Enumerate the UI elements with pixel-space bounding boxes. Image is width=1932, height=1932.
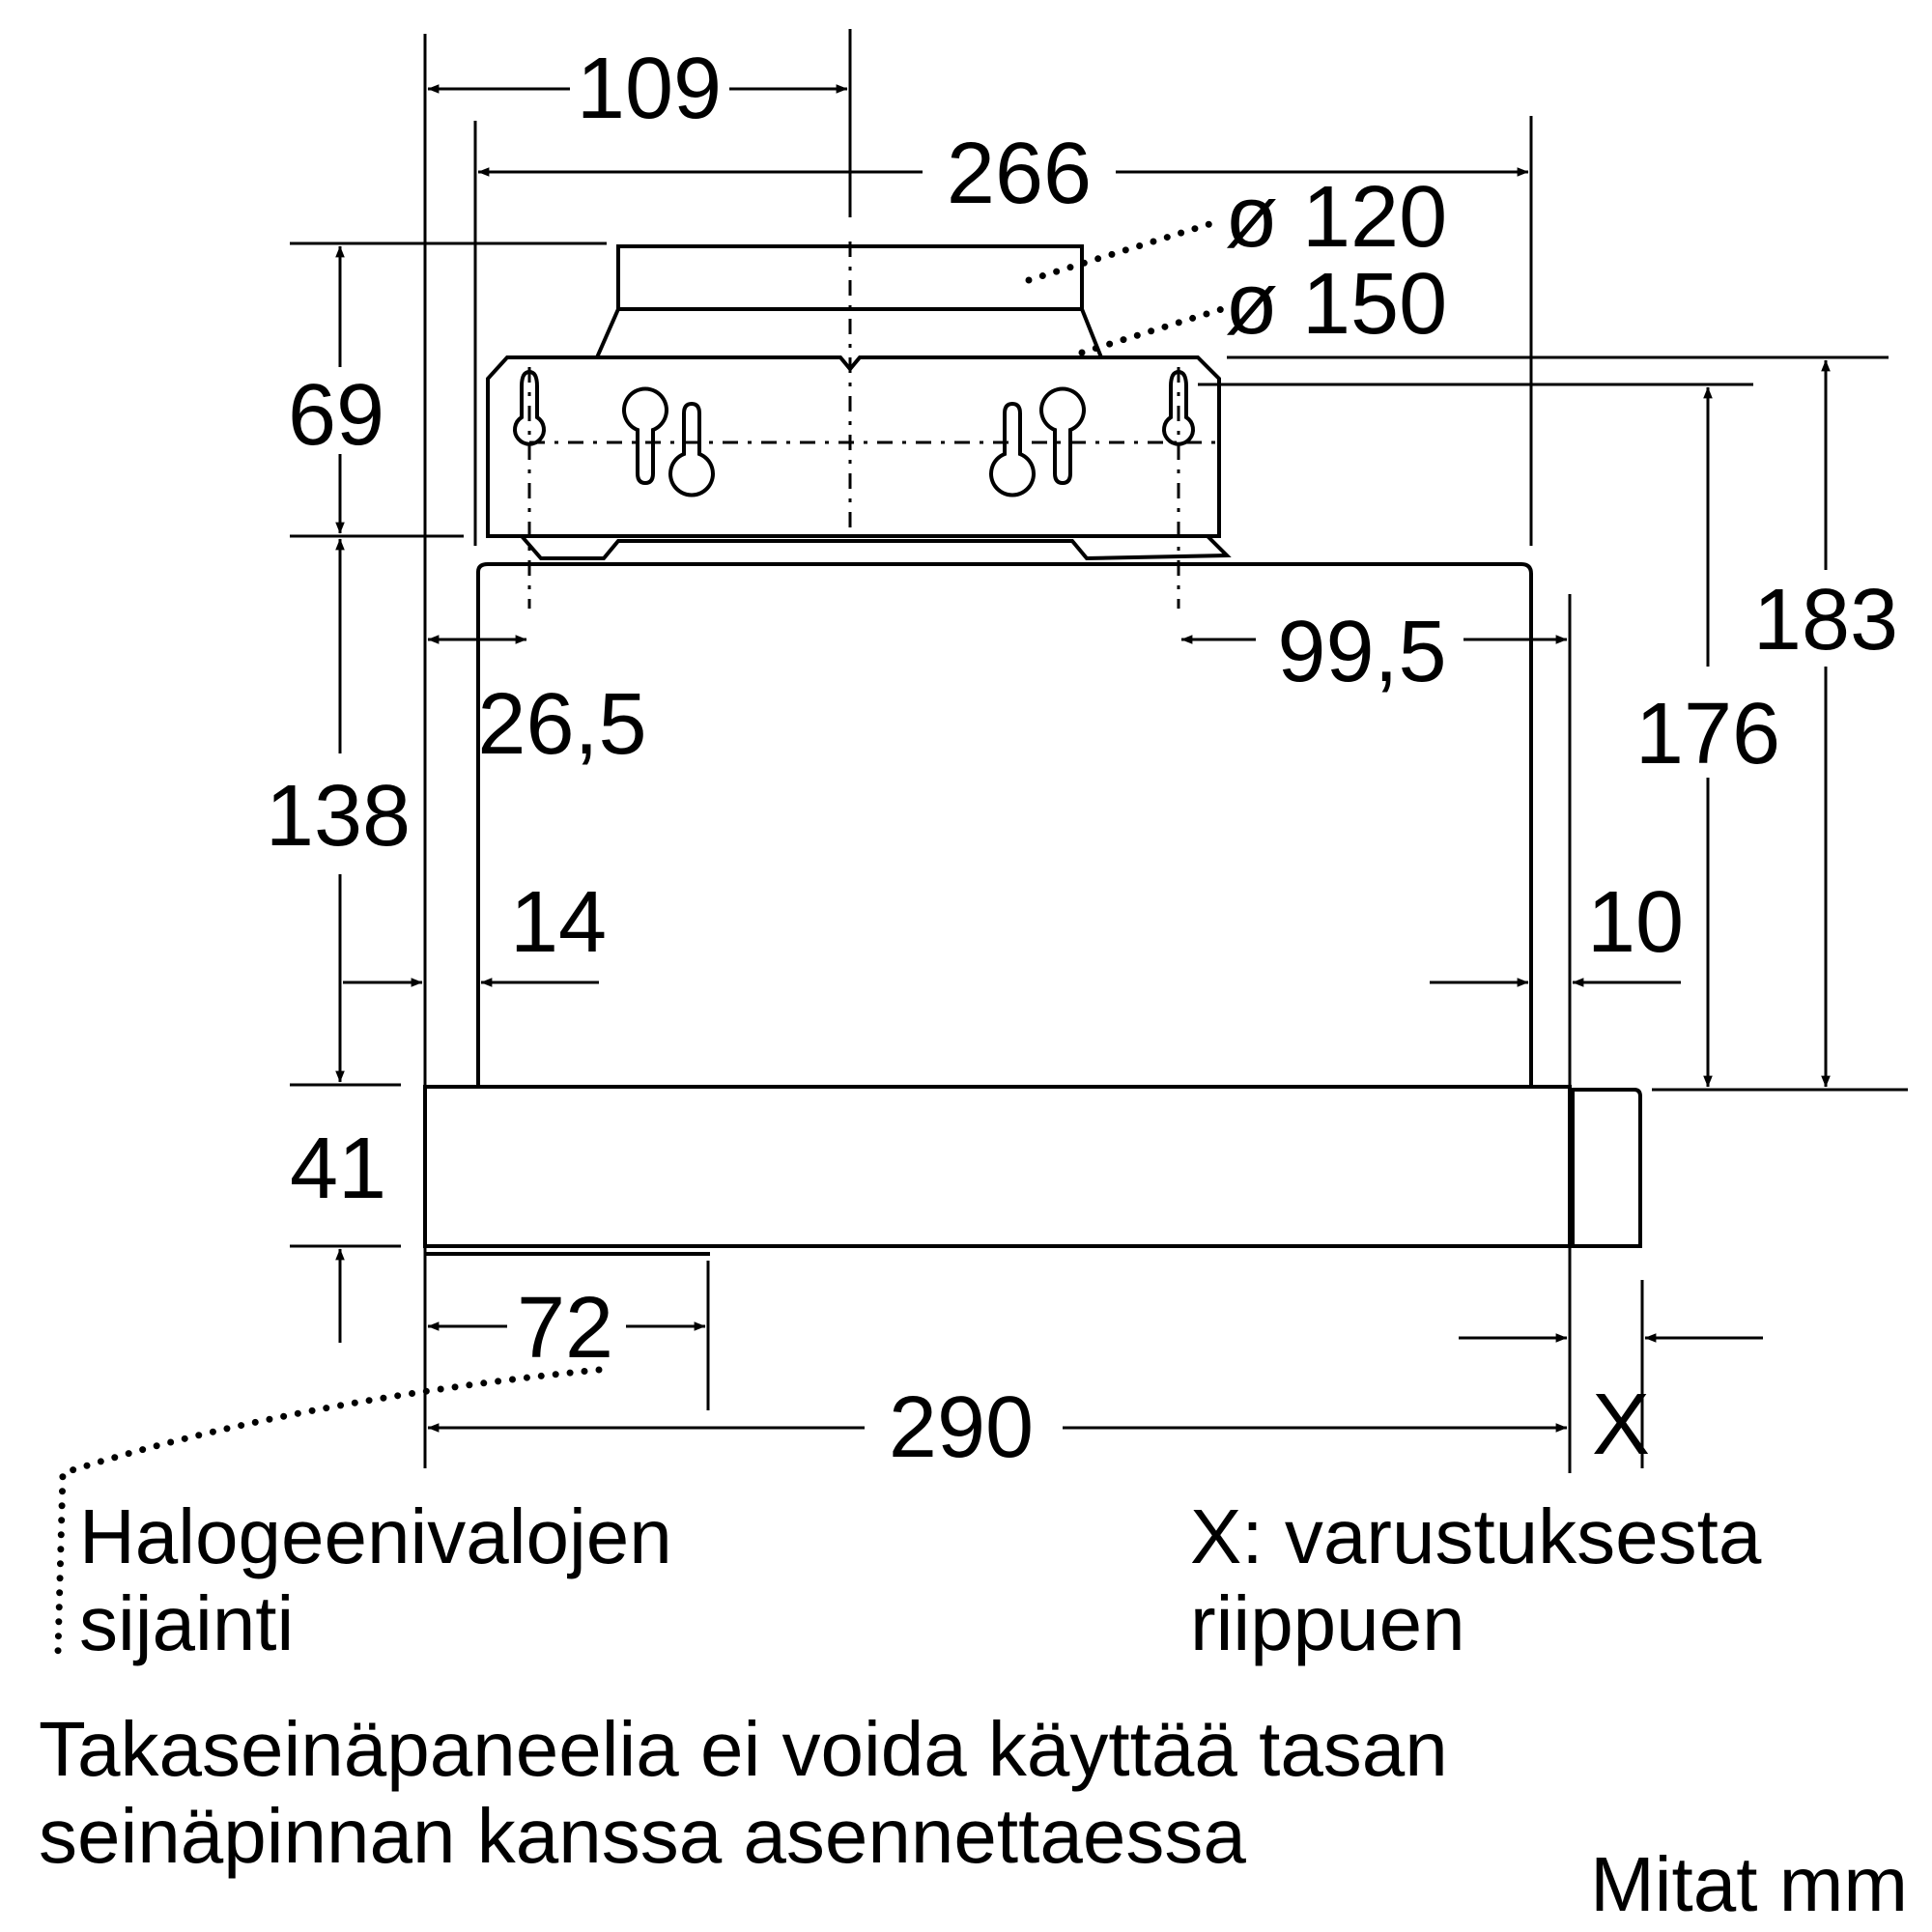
- dim-diameter-120: ø 120: [1225, 169, 1448, 266]
- dim-176: 176: [1634, 686, 1781, 782]
- mounting-plate: [488, 357, 1219, 536]
- keyhole-icon: [624, 389, 667, 483]
- dim-138: 138: [265, 768, 412, 865]
- dim-diameter-150: ø 150: [1225, 256, 1448, 353]
- dim-69: 69: [287, 367, 385, 464]
- dim-26-5: 26,5: [477, 676, 647, 773]
- halogen-note-line2: sijainti: [79, 1580, 295, 1666]
- dim-99-5: 99,5: [1277, 604, 1447, 700]
- halogen-note-line1: Halogeenivalojen: [79, 1493, 672, 1579]
- dim-266: 266: [946, 126, 1093, 222]
- leader-120: [1029, 220, 1222, 280]
- leader-150: [1082, 309, 1222, 353]
- dim-41: 41: [289, 1121, 387, 1217]
- wall-note-line1: Takaseinäpaneelia ei voida käyttää tasan: [39, 1706, 1448, 1792]
- dim-14: 14: [509, 874, 608, 971]
- keyhole-slots: [515, 372, 1193, 495]
- dim-72: 72: [516, 1280, 614, 1377]
- x-note-line1: X: varustuksesta: [1190, 1493, 1762, 1579]
- x-note-line2: riippuen: [1190, 1580, 1465, 1666]
- keyhole-icon: [1041, 389, 1084, 483]
- plate-feet: [522, 536, 1227, 558]
- dim-109: 109: [576, 41, 723, 137]
- dim-290: 290: [888, 1379, 1035, 1476]
- keyhole-icon: [670, 404, 713, 495]
- dim-183: 183: [1752, 572, 1899, 668]
- extension-panel: [1573, 1090, 1640, 1246]
- dim-10: 10: [1586, 874, 1685, 971]
- drawer-panel: [425, 1087, 1570, 1246]
- wall-note-line2: seinäpinnan kanssa asennettaessa: [39, 1793, 1246, 1879]
- notes: [39, 1493, 1908, 1927]
- keyhole-icon: [991, 404, 1034, 495]
- dim-x: X: [1591, 1377, 1651, 1473]
- units-note: Mitat mm: [1590, 1841, 1908, 1927]
- dotted-leaders: [58, 220, 1222, 1652]
